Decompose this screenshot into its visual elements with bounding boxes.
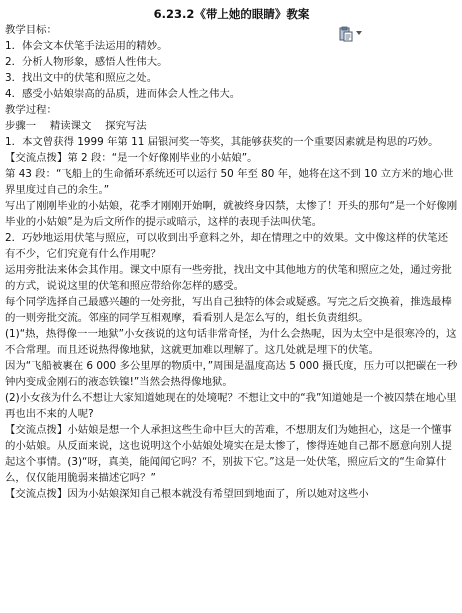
paragraph: (1)“热，热得像一一地狱”小女孩说的这句话非常奇怪，为什么会热呢，因为太空中是很寒冷的，这不合常理。而且还说热得像地狱，这就更加难以理解了。这几处就是埋下的伏笔。 (5, 328, 457, 356)
paragraph: 【交流点拨】第 2 段：“是一个好像刚毕业的小姑娘”。 (5, 152, 258, 164)
paragraph: 因为“飞船被裹在 6 000 多公里厚的物质中，”周围是温度高达 5 000 摄氏度，压力可以把碳在一秒钟内变成金刚石的液态铁镍!”当然会热得像地狱。 (5, 360, 458, 388)
paragraph: 每个同学选择自己最感兴趣的一处旁批，写出自己独特的体会或疑惑。写完之后交换着，推选最棒的一则旁批交流。邻座的同学互相观摩，看看别人是怎么写的，组长负责组织。 (5, 296, 452, 324)
goal-item: 4．感受小姑娘崇高的品质，进而体会人性之伟大。 (5, 88, 241, 100)
paragraph: 【交流点拨】因为小姑娘深知自己根本就没有希望回到地面了，所以她对这些小 (5, 488, 369, 500)
paragraph: 2．巧妙地运用伏笔与照应，可以收到出乎意料之外，却在情理之中的效果。文中像这样的伏笔还有不少，它们究竟有什么作用呢？ (5, 232, 449, 260)
paragraph: 1．本文曾获得 1999 年第 11 届银河奖一等奖，其能够获奖的一个重要因素就是构思的巧妙。 (5, 136, 439, 148)
paragraph: 运用旁批法来体会其作用。课文中原有一些旁批，找出文中其他地方的伏笔和照应之处，通过旁批的方式，说说这里的伏笔和照应带给你怎样的感受。 (5, 264, 452, 292)
step-heading: 步骤一 精读课文 探究写法 (5, 120, 147, 132)
paste-options-icon[interactable] (338, 26, 354, 42)
goal-item: 3．找出文中的伏笔和照应之处。 (5, 72, 158, 84)
paragraph: 【交流点拨】小姑娘是想一个人承担这些生命中巨大的苦难，不想朋友们为她担心，这是一个懂事的小姑娘。从反面来说，这也说明这个小姑娘处境实在是太惨了，惨得连她自己都不愿意向别人提起这个事情。(3)“呀，真美，能闻闻它吗？不，别拔下它。”这是一处伏笔，照应后文的“生命算什么，仅仅能用脆弱来描述它吗？” (5, 424, 452, 484)
goals-heading: 教学目标： (5, 24, 57, 36)
paragraph: 第 43 段：“飞船上的生命循环系统还可以运行 50 年至 80 年，她将在这不到 10 立方米的地心世界里度过自己的余生。” (5, 168, 454, 196)
paragraph: (2)小女孩为什么不想让大家知道她现在的处境呢？不想让文中的“我”知道她是一个被囚禁在地心里再也出不来的人呢? (5, 392, 457, 420)
goal-item: 2．分析人物形象，感悟人性伟大。 (5, 56, 168, 68)
process-heading: 教学过程： (5, 104, 57, 116)
goal-item: 1．体会文本伏笔手法运用的精妙。 (5, 40, 168, 52)
paragraph: 写出了刚刚毕业的小姑娘，花季才刚刚开始啊，就被终身囚禁，太惨了！开头的那句“是一个好像刚毕业的小姑娘”是为后文所作的提示或暗示，这样的表现手法叫伏笔。 (5, 200, 458, 228)
document-title: 6.23.2《带上她的眼睛》教案 (153, 7, 310, 21)
paste-options-dropdown-icon[interactable] (356, 31, 362, 35)
